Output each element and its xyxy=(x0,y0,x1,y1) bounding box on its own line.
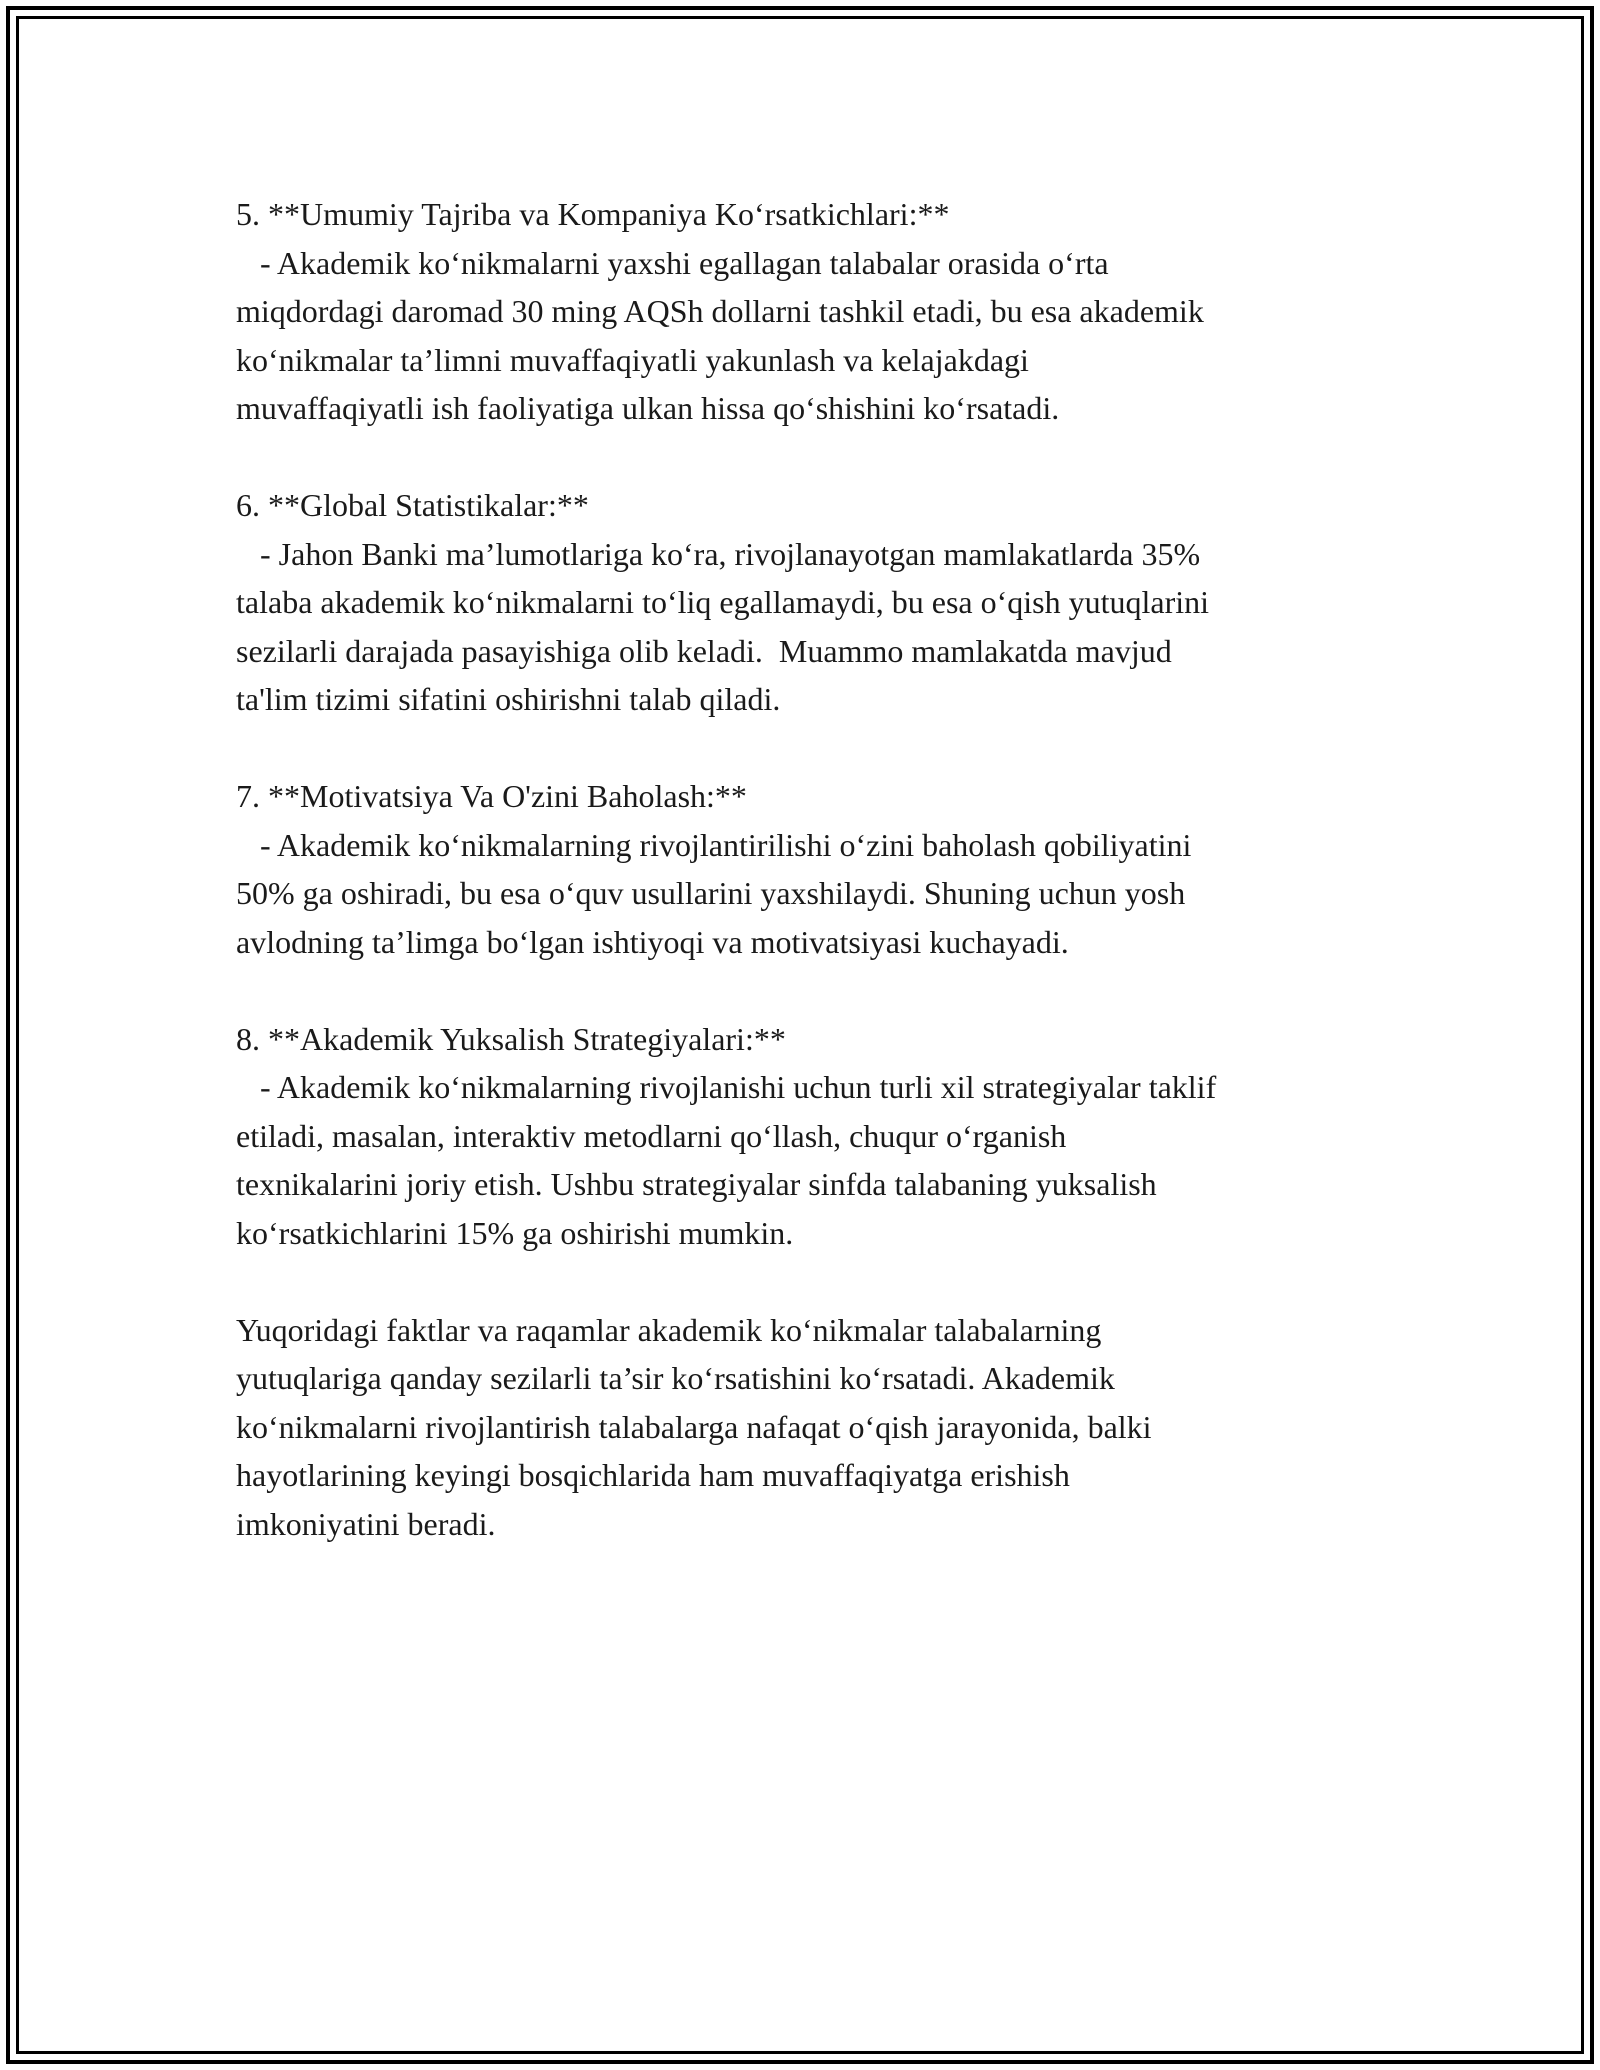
section-text-line: etiladi, masalan, interaktiv metodlarni qo‘llash, chuqur o‘rganish xyxy=(236,1117,1067,1154)
section-text-line: talaba akademik ko‘nikmalarni to‘liq egallamaydi, bu esa o‘qish yutuqlarini xyxy=(236,584,1210,620)
section-text-line: ta'lim tizimi sifatini oshirishni talab qiladi. xyxy=(236,681,781,717)
section-heading: 6. **Global Statistikalar:** xyxy=(236,487,589,523)
section-text-line: - Akademik ko‘nikmalarni yaxshi egallagan talabalar orasida o‘rta xyxy=(236,244,1109,281)
conclusion-paragraph xyxy=(236,1306,1416,1549)
section-text-line: sezilarli darajada pasayishiga olib keladi. Muammo mamlakatda mavjud xyxy=(236,632,1172,669)
conclusion-text-line: ko‘nikmalarni rivojlantirish talabalarga nafaqat o‘qish jarayonida, balki xyxy=(236,1408,1152,1445)
section-text-line: - Akademik ko‘nikmalarning rivojlantirilishi o‘zini baholash qobiliyatini xyxy=(236,826,1192,863)
conclusion-text-line: yutuqlariga qanday sezilarli ta’sir ko‘rsatishini ko‘rsatadi. Akademik xyxy=(236,1360,1115,1396)
section-text-line: miqdordagi daromad 30 ming AQSh dollarni tashkil etadi, bu esa akademik xyxy=(236,293,1204,329)
conclusion-text-line: hayotlarining keyingi bosqichlarida ham muvaffaqiyatga erishish xyxy=(236,1457,1070,1493)
section-6 xyxy=(236,481,1416,724)
section-7 xyxy=(236,772,1416,966)
section-text-line: muvaffaqiyatli ish faoliyatiga ulkan hissa qo‘shishini ko‘rsatadi. xyxy=(236,390,1060,426)
section-heading: 7. **Motivatsiya Va O'zini Baholash:** xyxy=(236,778,747,814)
section-text-line: texnikalarini joriy etish. Ushbu strategiyalar sinfda talabaning yuksalish xyxy=(236,1166,1157,1202)
document-body xyxy=(236,190,1416,1597)
section-8 xyxy=(236,1015,1416,1258)
section-text-line: ko‘nikmalar ta’limni muvaffaqiyatli yakunlash va kelajakdagi xyxy=(236,341,1029,378)
section-text-line: - Akademik ko‘nikmalarning rivojlanishi uchun turli xil strategiyalar taklif xyxy=(236,1069,1217,1105)
section-heading: 8. **Akademik Yuksalish Strategiyalari:** xyxy=(236,1020,786,1057)
section-heading: 5. **Umumiy Tajriba va Kompaniya Ko‘rsatkichlari:** xyxy=(236,196,950,232)
conclusion-text-line: Yuqoridagi faktlar va raqamlar akademik ko‘nikmalar talabalarning xyxy=(236,1311,1102,1348)
section-text-line: - Jahon Banki ma’lumotlariga ko‘ra, rivojlanayotgan mamlakatlarda 35% xyxy=(236,535,1201,572)
section-text-line: ko‘rsatkichlarini 15% ga oshirishi mumkin. xyxy=(236,1214,794,1251)
section-text-line: avlodning ta’limga bo‘lgan ishtiyoqi va motivatsiyasi kuchayadi. xyxy=(236,923,1069,960)
section-5 xyxy=(236,190,1416,433)
section-text-line: 50% ga oshiradi, bu esa o‘quv usullarini yaxshilaydi. Shuning uchun yosh xyxy=(236,875,1186,911)
conclusion-text-line: imkoniyatini beradi. xyxy=(236,1505,496,1542)
